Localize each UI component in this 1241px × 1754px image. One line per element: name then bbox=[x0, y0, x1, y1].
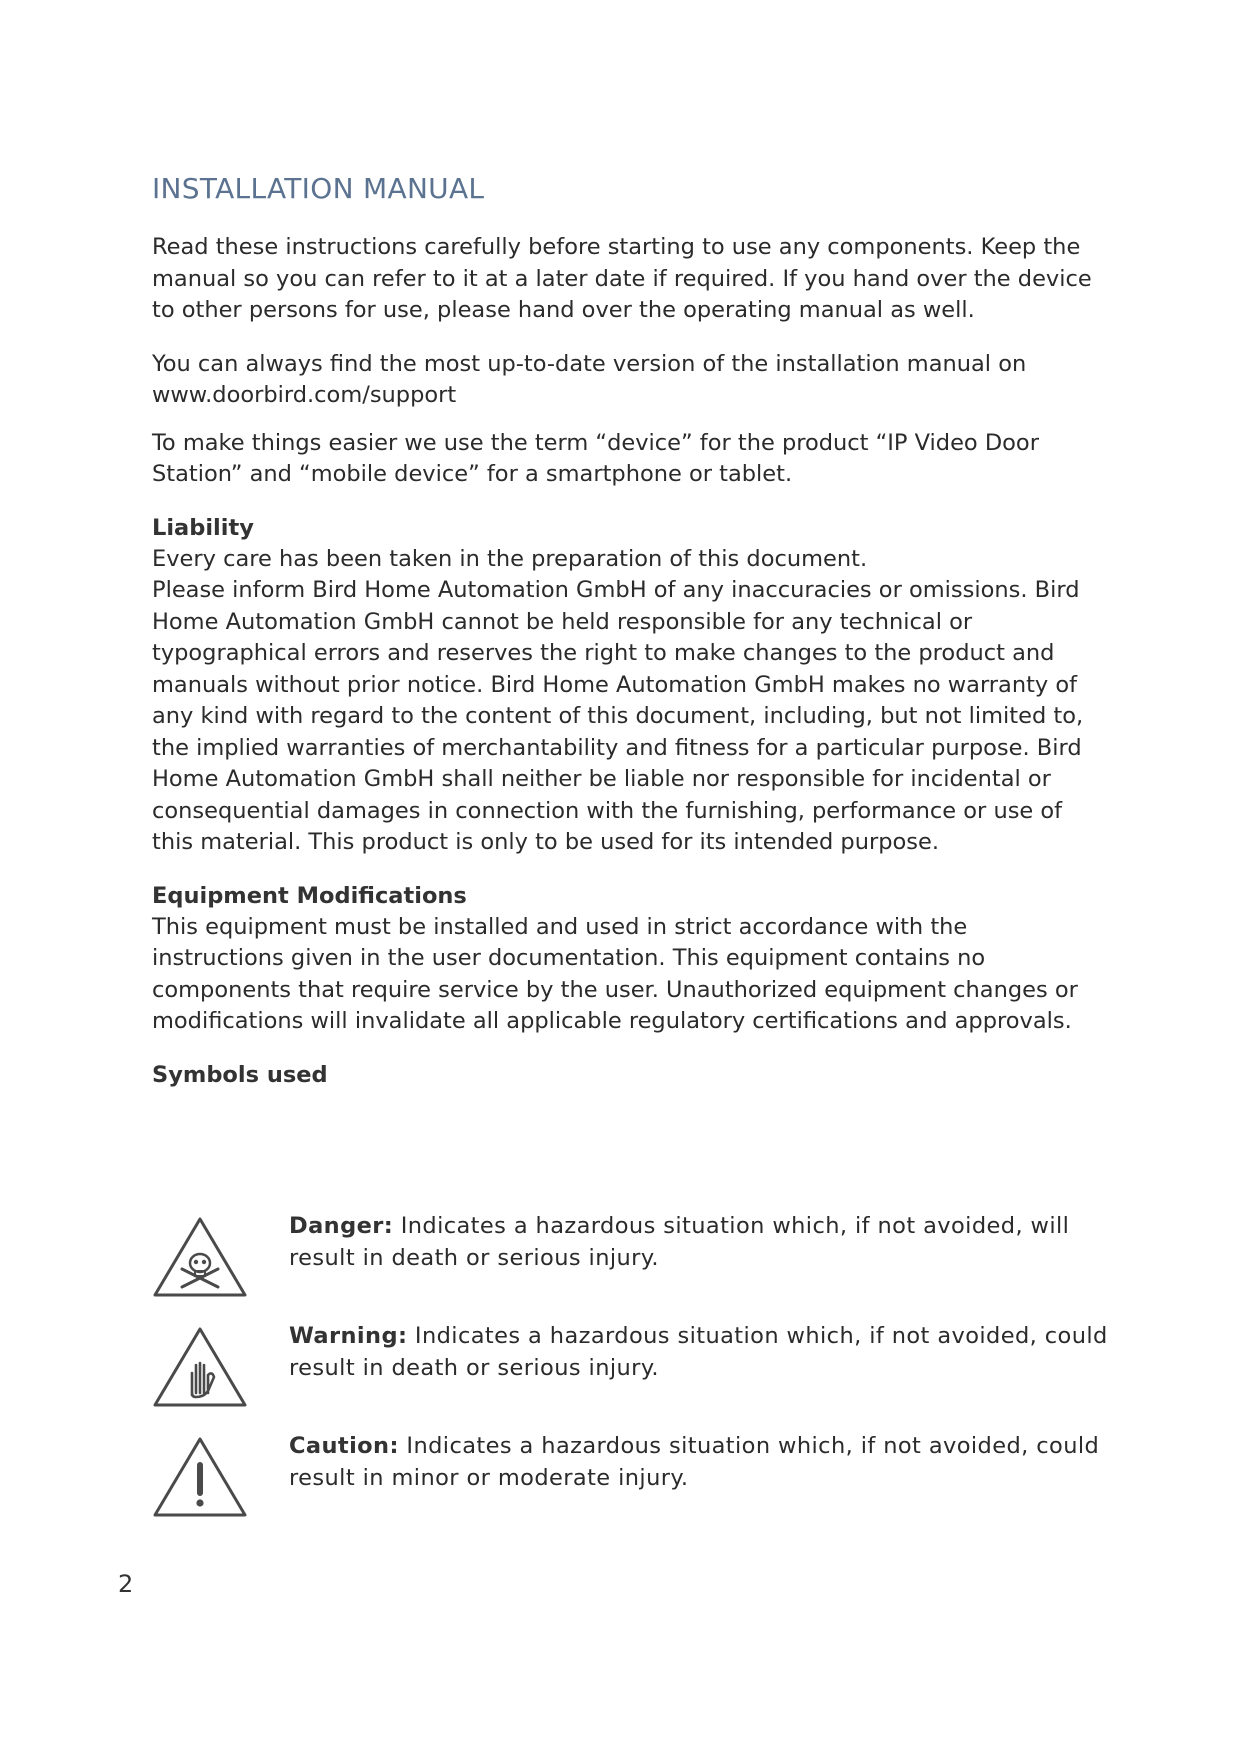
equipment-body: This equipment must be installed and used in strict accordance with the instructions given in the user documentation. This equipment contains no components that require service by the user. Unauthorized equipment changes or modifications will invalidate all applicable regulatory certifications and approvals. bbox=[152, 913, 1078, 1034]
symbol-warning-description: Indicates a hazardous situation which, if not avoided, could result in death or serious injury. bbox=[289, 1323, 1108, 1381]
raised-hand-triangle-icon bbox=[152, 1325, 248, 1409]
skull-crossbones-triangle-icon bbox=[152, 1215, 248, 1299]
symbol-caution bbox=[152, 1433, 1100, 1545]
symbol-danger-text bbox=[289, 1210, 1109, 1274]
liability-body: Please inform Bird Home Automation GmbH of any inaccuracies or omissions. Bird Home Automation GmbH cannot be held responsible for any technical or typographical errors and reserves the right to make changes to the product and manuals without prior notice. Bird Home Automation GmbH makes no warranty of any kind with regard to the content of this document, including, but not limited to, the implied warranties of merchantability and fitness for a particular purpose. Bird Home Automation GmbH shall neither be liable nor responsible for incidental or consequential damages in connection with the furnishing, performance or use of this material. This product is only to be used for its intended purpose. bbox=[152, 577, 1084, 855]
intro-paragraph-1: Read these instructions carefully before starting to use any components. Keep the manual so you can refer to it at a later date if required. If you hand over the device to other persons for use, please hand over the operating manual as well. bbox=[152, 234, 1092, 323]
symbol-danger-label: Danger: bbox=[289, 1213, 394, 1239]
intro-paragraph-3: To make things easier we use the term “device” for the product “IP Video Door Station” and “mobile device” for a smartphone or tablet. bbox=[152, 429, 1039, 487]
symbol-warning-label: Warning: bbox=[289, 1323, 408, 1349]
liability-first-line: Every care has been taken in the preparation of this document. bbox=[152, 545, 868, 572]
liability-heading: Liability bbox=[152, 514, 254, 541]
symbol-danger bbox=[152, 1215, 1092, 1325]
symbol-warning bbox=[152, 1323, 1108, 1435]
intro-paragraph-2: You can always find the most up-to-date version of the installation manual on www.doorbird.com/support bbox=[152, 350, 1027, 408]
page-title: INSTALLATION MANUAL bbox=[152, 172, 485, 205]
symbols-heading: Symbols used bbox=[152, 1061, 328, 1088]
symbol-caution-text bbox=[289, 1430, 1109, 1494]
symbols-list bbox=[152, 1213, 1108, 1545]
exclamation-triangle-icon bbox=[152, 1435, 248, 1519]
page-number: 2 bbox=[118, 1570, 134, 1598]
equipment-heading: Equipment Modifications bbox=[152, 882, 467, 909]
symbol-caution-label: Caution: bbox=[289, 1433, 399, 1459]
symbol-caution-description: Indicates a hazardous situation which, if not avoided, could result in minor or moderate injury. bbox=[289, 1433, 1100, 1491]
main-content bbox=[152, 232, 1092, 1091]
symbol-danger-description: Indicates a hazardous situation which, if not avoided, will result in death or serious injury. bbox=[289, 1213, 1070, 1271]
symbol-warning-text bbox=[289, 1320, 1109, 1384]
